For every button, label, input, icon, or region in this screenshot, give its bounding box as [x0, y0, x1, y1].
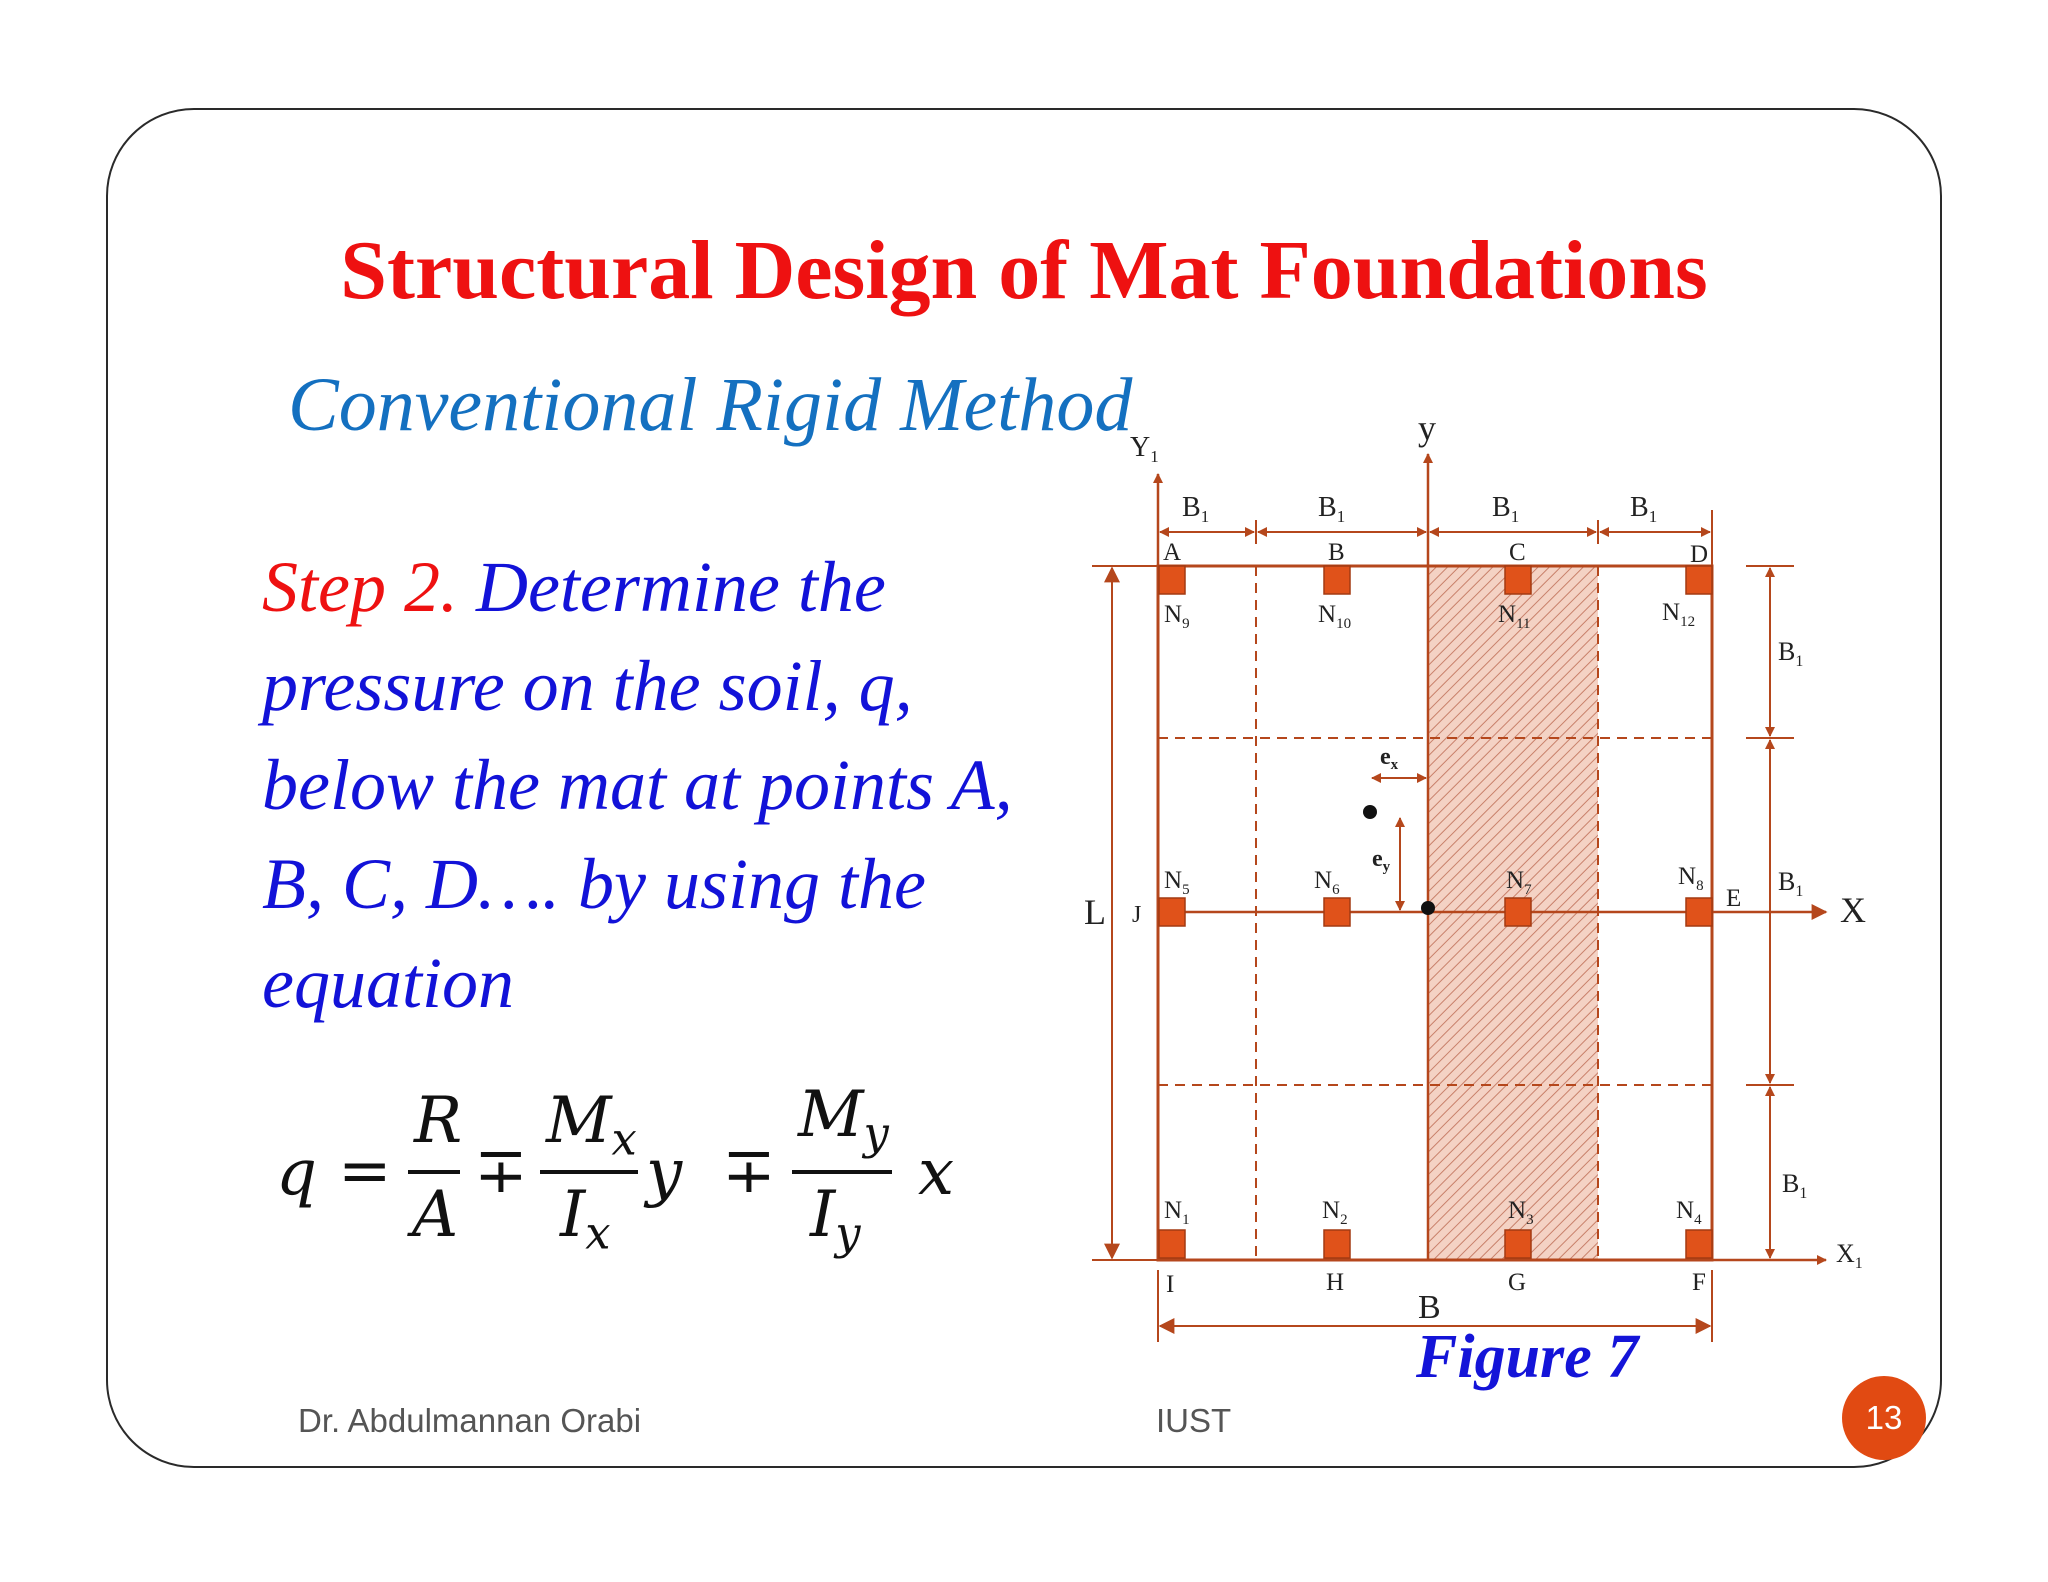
label-spacing-top-4: $B_1$: [1630, 492, 1658, 526]
label-axis-y: y: [1418, 408, 1436, 448]
label-width: B: [1418, 1289, 1441, 1326]
footer-institution: IUST: [1156, 1402, 1232, 1439]
column-n4: [1686, 1230, 1712, 1258]
eq-equals: =: [338, 1134, 392, 1208]
label-node-n3: $N_3$: [1508, 1197, 1534, 1228]
label-node-n11: $N_{11}$: [1498, 601, 1531, 632]
label-point-a: A: [1163, 539, 1182, 566]
column-n10: [1324, 566, 1350, 594]
eq-den-2: $I_x$: [560, 1178, 611, 1260]
label-node-n4: $N_4$: [1676, 1197, 1702, 1228]
slide-title: Structural Design of Mat Foundations: [340, 224, 1708, 317]
label-point-c: C: [1509, 539, 1526, 566]
eq-num-3: $M_y$: [798, 1078, 889, 1160]
label-node-n6: $N_6$: [1314, 867, 1340, 898]
label-node-n9: $N_9$: [1164, 601, 1190, 632]
step-lead: Step 2.: [262, 547, 458, 627]
label-point-f: F: [1692, 1269, 1706, 1296]
footer-author: Dr. Abdulmannan Orabi: [298, 1402, 642, 1439]
eq-op-2: ∓: [722, 1134, 776, 1208]
step-body: Determine the pressure on the soil, q, below the mat at points A, B, C, D…. by using the equation: [262, 547, 1013, 1023]
eccentricity-arrows: [1372, 778, 1426, 910]
label-node-n2: $N_2$: [1322, 1197, 1348, 1228]
column-n3: [1505, 1230, 1531, 1258]
column-n8: [1686, 898, 1712, 926]
label-node-n12: $N_{12}$: [1662, 599, 1696, 630]
load-resultant-point: [1363, 805, 1377, 819]
eq-den-3: $I_y$: [810, 1178, 861, 1260]
label-spacing-right-3: $B_1$: [1782, 1169, 1808, 1202]
eq-op-1: ∓: [474, 1134, 528, 1208]
label-spacing-top-1: $B_1$: [1182, 492, 1210, 526]
column-n2: [1324, 1230, 1350, 1258]
eq-var-x: x: [918, 1136, 955, 1210]
label-axis-x: X: [1840, 890, 1866, 930]
centroid-point: [1421, 901, 1435, 915]
label-point-e: E: [1726, 885, 1742, 912]
eq-den-1: A: [412, 1178, 459, 1252]
column-n11: [1505, 566, 1531, 594]
slide-subtitle: Conventional Rigid Method: [288, 363, 1133, 447]
label-point-j: J: [1132, 902, 1142, 928]
label-ex: $e_x$: [1380, 744, 1399, 773]
label-axis-y1: $Y_1$: [1130, 432, 1159, 466]
column-n9: [1159, 566, 1185, 594]
eq-num-2: $M_x$: [546, 1084, 637, 1166]
column-n5: [1159, 898, 1185, 926]
label-length: L: [1084, 892, 1106, 932]
label-node-n1: $N_1$: [1164, 1197, 1190, 1228]
label-axis-x1: $X_1$: [1836, 1239, 1863, 1272]
eq-num-1: R: [414, 1084, 463, 1158]
page-number-badge: 13: [1842, 1376, 1926, 1460]
figure-caption: Figure 7: [1416, 1323, 1639, 1391]
label-point-b: B: [1328, 539, 1345, 566]
label-node-n10: $N_{10}$: [1318, 601, 1352, 632]
column-n6: [1324, 898, 1350, 926]
eq-lhs: q: [276, 1136, 317, 1210]
label-spacing-right-2: $B_1$: [1778, 867, 1804, 900]
label-point-i: I: [1166, 1271, 1175, 1298]
label-node-n7: $N_7$: [1506, 867, 1532, 898]
label-point-d: D: [1690, 541, 1709, 568]
eq-var-y: y: [646, 1136, 683, 1210]
label-spacing-top-3: $B_1$: [1492, 492, 1520, 526]
label-point-h: H: [1326, 1269, 1345, 1296]
label-spacing-top-2: $B_1$: [1318, 492, 1346, 526]
label-ey: $e_y$: [1372, 846, 1391, 875]
label-point-g: G: [1508, 1269, 1527, 1296]
column-n7: [1505, 898, 1531, 926]
column-n12: [1686, 566, 1712, 594]
label-spacing-right-1: $B_1$: [1778, 637, 1804, 670]
column-n1: [1159, 1230, 1185, 1258]
label-node-n5: $N_5$: [1164, 867, 1190, 898]
label-node-n8: $N_8$: [1678, 863, 1704, 894]
